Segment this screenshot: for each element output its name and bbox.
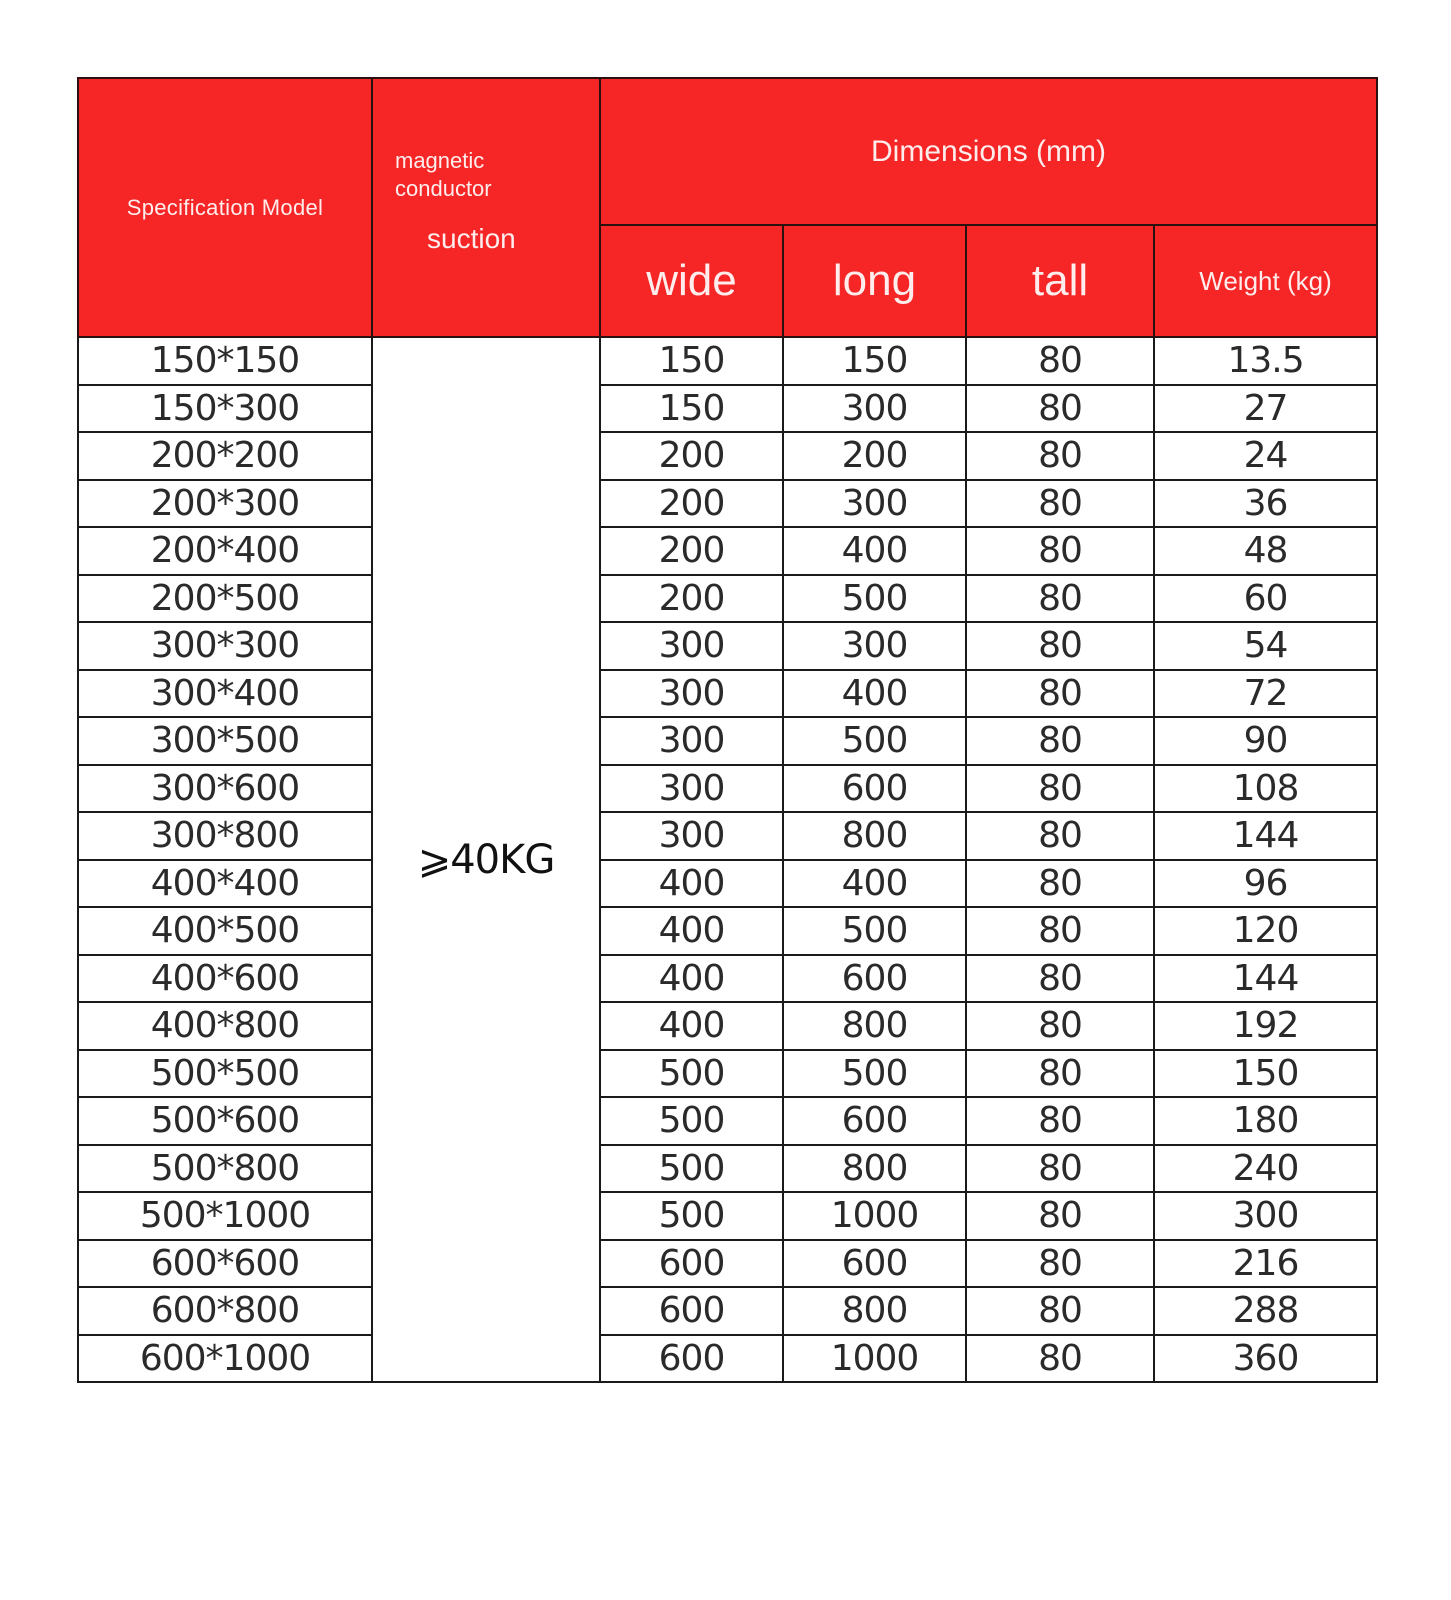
table-row [78, 955, 1377, 1003]
cell-long: 600 [783, 955, 966, 1003]
cell-weight: 288 [1154, 1287, 1377, 1335]
table-row [78, 1002, 1377, 1050]
cell-model: 600*1000 [78, 1335, 372, 1383]
table-row [78, 860, 1377, 908]
cell-weight: 36 [1154, 480, 1377, 528]
cell-model: 400*400 [78, 860, 372, 908]
cell-long: 1000 [783, 1335, 966, 1383]
cell-long: 1000 [783, 1192, 966, 1240]
cell-tall: 80 [966, 1097, 1154, 1145]
cell-long: 600 [783, 1097, 966, 1145]
cell-tall: 80 [966, 765, 1154, 813]
cell-tall: 80 [966, 717, 1154, 765]
table-row [78, 575, 1377, 623]
cell-long: 400 [783, 860, 966, 908]
cell-weight: 144 [1154, 955, 1377, 1003]
cell-tall: 80 [966, 860, 1154, 908]
table-row [78, 432, 1377, 480]
cell-weight: 180 [1154, 1097, 1377, 1145]
header-wide: wide [600, 225, 783, 337]
cell-tall: 80 [966, 337, 1154, 385]
cell-model: 500*500 [78, 1050, 372, 1098]
cell-wide: 300 [600, 622, 783, 670]
cell-long: 600 [783, 1240, 966, 1288]
cell-wide: 200 [600, 480, 783, 528]
cell-model: 300*400 [78, 670, 372, 718]
header-suction-line1: magnetic conductor [395, 148, 492, 201]
cell-wide: 150 [600, 337, 783, 385]
cell-wide: 400 [600, 1002, 783, 1050]
cell-long: 500 [783, 575, 966, 623]
cell-wide: 200 [600, 432, 783, 480]
cell-weight: 108 [1154, 765, 1377, 813]
table-row [78, 1287, 1377, 1335]
cell-weight: 54 [1154, 622, 1377, 670]
cell-tall: 80 [966, 955, 1154, 1003]
cell-wide: 500 [600, 1050, 783, 1098]
table-row [78, 385, 1377, 433]
cell-model: 500*800 [78, 1145, 372, 1193]
header-long: long [783, 225, 966, 337]
table-row [78, 1097, 1377, 1145]
table-row [78, 337, 1377, 385]
cell-wide: 200 [600, 575, 783, 623]
cell-long: 800 [783, 812, 966, 860]
cell-model: 400*800 [78, 1002, 372, 1050]
cell-wide: 500 [600, 1145, 783, 1193]
cell-long: 500 [783, 717, 966, 765]
cell-long: 200 [783, 432, 966, 480]
cell-model: 500*600 [78, 1097, 372, 1145]
cell-long: 400 [783, 670, 966, 718]
cell-tall: 80 [966, 575, 1154, 623]
header-suction-line2: suction [427, 223, 516, 254]
cell-long: 800 [783, 1145, 966, 1193]
table-row [78, 670, 1377, 718]
cell-weight: 144 [1154, 812, 1377, 860]
cell-tall: 80 [966, 907, 1154, 955]
table-body [78, 337, 1377, 1382]
cell-weight: 60 [1154, 575, 1377, 623]
cell-tall: 80 [966, 1335, 1154, 1383]
cell-model: 200*300 [78, 480, 372, 528]
cell-weight: 48 [1154, 527, 1377, 575]
cell-weight: 192 [1154, 1002, 1377, 1050]
cell-model: 300*300 [78, 622, 372, 670]
cell-weight: 27 [1154, 385, 1377, 433]
cell-long: 400 [783, 527, 966, 575]
cell-tall: 80 [966, 527, 1154, 575]
cell-tall: 80 [966, 670, 1154, 718]
cell-suction-value: ⩾40KG [372, 337, 600, 1382]
table-row [78, 907, 1377, 955]
table-row [78, 1145, 1377, 1193]
table-row [78, 1240, 1377, 1288]
cell-wide: 500 [600, 1192, 783, 1240]
table-row [78, 527, 1377, 575]
table-row [78, 1335, 1377, 1383]
cell-tall: 80 [966, 622, 1154, 670]
cell-wide: 600 [600, 1287, 783, 1335]
cell-model: 200*500 [78, 575, 372, 623]
cell-model: 600*600 [78, 1240, 372, 1288]
cell-model: 600*800 [78, 1287, 372, 1335]
cell-wide: 200 [600, 527, 783, 575]
cell-model: 300*500 [78, 717, 372, 765]
cell-wide: 300 [600, 765, 783, 813]
cell-wide: 500 [600, 1097, 783, 1145]
cell-long: 800 [783, 1287, 966, 1335]
cell-wide: 150 [600, 385, 783, 433]
cell-weight: 216 [1154, 1240, 1377, 1288]
cell-model: 400*500 [78, 907, 372, 955]
cell-long: 600 [783, 765, 966, 813]
cell-tall: 80 [966, 1002, 1154, 1050]
cell-weight: 72 [1154, 670, 1377, 718]
cell-tall: 80 [966, 1145, 1154, 1193]
cell-tall: 80 [966, 1050, 1154, 1098]
cell-long: 500 [783, 1050, 966, 1098]
spec-table [77, 77, 1378, 1383]
cell-weight: 150 [1154, 1050, 1377, 1098]
table-row [78, 717, 1377, 765]
cell-wide: 300 [600, 670, 783, 718]
cell-wide: 300 [600, 717, 783, 765]
table-row [78, 812, 1377, 860]
cell-tall: 80 [966, 480, 1154, 528]
cell-tall: 80 [966, 1240, 1154, 1288]
cell-wide: 400 [600, 907, 783, 955]
table-row [78, 765, 1377, 813]
cell-tall: 80 [966, 1287, 1154, 1335]
cell-wide: 400 [600, 860, 783, 908]
header-suction [372, 78, 600, 337]
cell-long: 800 [783, 1002, 966, 1050]
header-row-1 [78, 78, 1377, 225]
cell-model: 200*400 [78, 527, 372, 575]
table-row [78, 480, 1377, 528]
cell-model: 500*1000 [78, 1192, 372, 1240]
cell-long: 300 [783, 480, 966, 528]
cell-wide: 600 [600, 1240, 783, 1288]
table-row [78, 622, 1377, 670]
cell-model: 150*300 [78, 385, 372, 433]
cell-model: 400*600 [78, 955, 372, 1003]
cell-wide: 400 [600, 955, 783, 1003]
table-row [78, 1192, 1377, 1240]
header-dimensions: Dimensions (mm) [600, 78, 1377, 225]
cell-tall: 80 [966, 1192, 1154, 1240]
cell-tall: 80 [966, 432, 1154, 480]
cell-long: 150 [783, 337, 966, 385]
table-header [78, 78, 1377, 337]
cell-tall: 80 [966, 385, 1154, 433]
cell-wide: 600 [600, 1335, 783, 1383]
cell-weight: 96 [1154, 860, 1377, 908]
cell-long: 500 [783, 907, 966, 955]
cell-model: 150*150 [78, 337, 372, 385]
header-specification-model: Specification Model [78, 78, 372, 337]
cell-model: 300*800 [78, 812, 372, 860]
cell-model: 300*600 [78, 765, 372, 813]
cell-weight: 13.5 [1154, 337, 1377, 385]
cell-tall: 80 [966, 812, 1154, 860]
cell-long: 300 [783, 622, 966, 670]
cell-weight: 90 [1154, 717, 1377, 765]
header-tall: tall [966, 225, 1154, 337]
cell-weight: 240 [1154, 1145, 1377, 1193]
cell-weight: 360 [1154, 1335, 1377, 1383]
cell-long: 300 [783, 385, 966, 433]
cell-weight: 120 [1154, 907, 1377, 955]
cell-weight: 300 [1154, 1192, 1377, 1240]
cell-weight: 24 [1154, 432, 1377, 480]
table-row [78, 1050, 1377, 1098]
cell-model: 200*200 [78, 432, 372, 480]
header-weight: Weight (kg) [1154, 225, 1377, 337]
cell-wide: 300 [600, 812, 783, 860]
